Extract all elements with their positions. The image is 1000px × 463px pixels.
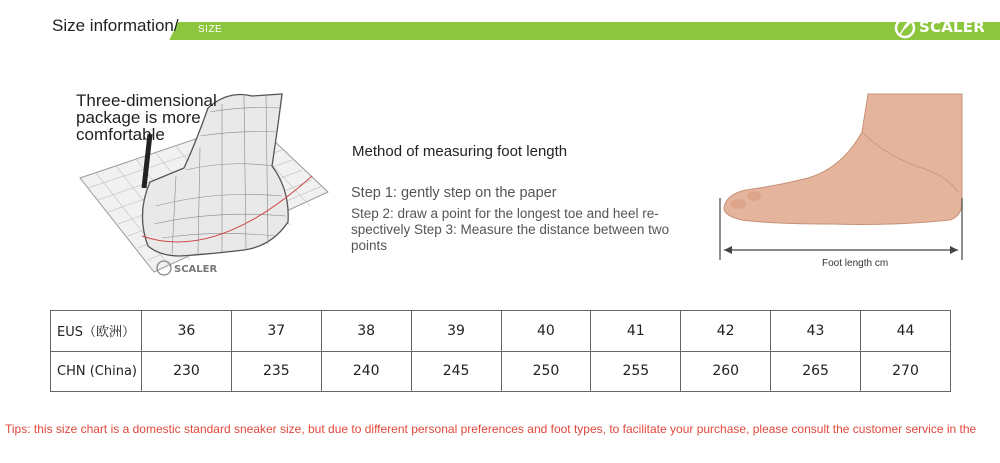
illustration-logo-text: SCALER (174, 264, 218, 275)
row-header-chn: CHN (China) (51, 351, 142, 392)
table-cell: 255 (591, 351, 681, 392)
table-cell: 235 (231, 351, 321, 392)
foot-side-photo (712, 92, 968, 272)
size-table (50, 310, 951, 392)
table-cell: 42 (681, 311, 771, 352)
table-cell: 36 (142, 311, 232, 352)
illustration-caption: Three-dimensional package is more comfortable (76, 91, 217, 144)
brand-logo (893, 12, 993, 42)
table-cell: 37 (231, 311, 321, 352)
table-cell: 250 (501, 351, 591, 392)
table-cell: 44 (861, 311, 951, 352)
table-cell: 43 (771, 311, 861, 352)
table-cell: 245 (411, 351, 501, 392)
table-cell: 230 (142, 351, 232, 392)
table-cell: 39 (411, 311, 501, 352)
table-cell: 260 (681, 351, 771, 392)
table-cell: 41 (591, 311, 681, 352)
method-step-1: Step 1: gently step on the paper (351, 185, 557, 201)
foot-length-label: Foot length cm (822, 258, 889, 269)
table-cell: 40 (501, 311, 591, 352)
table-row (51, 351, 951, 392)
leaf-logo-icon (893, 14, 917, 40)
row-header-eus: EUS（欧洲） (51, 311, 142, 352)
table-cell: 270 (861, 351, 951, 392)
table-cell: 38 (321, 311, 411, 352)
table-cell: 240 (321, 351, 411, 392)
tips-note: Tips: this size chart is a domestic standard sneaker size, but due to different personal preferences and foot types, to facilitate your purchase, please consult the customer service in the (5, 422, 977, 436)
header-tag: SIZE (198, 24, 223, 35)
table-cell: 265 (771, 351, 861, 392)
brand-name: SCALER (919, 18, 985, 36)
method-step-2-3: Step 2: draw a point for the longest toe and heel re-spectively Step 3: Measure the distance between two points (351, 206, 670, 253)
page-title: Size information/ (52, 16, 179, 35)
table-row (51, 311, 951, 352)
method-title: Method of measuring foot length (352, 143, 568, 160)
